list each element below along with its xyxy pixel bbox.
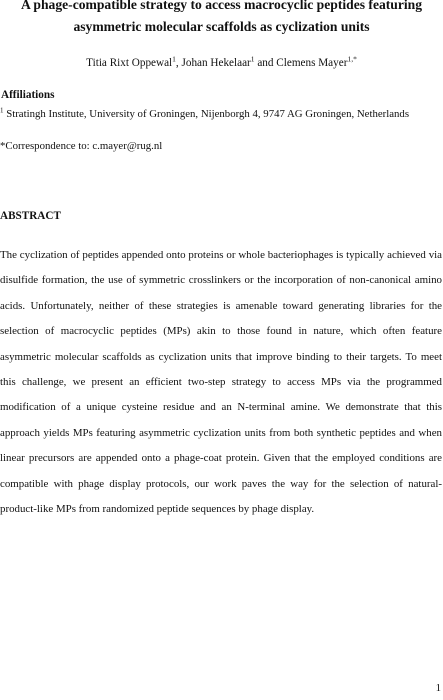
author-affiliation-marker: 1,* — [347, 54, 357, 64]
affiliation-marker: 1 — [0, 106, 4, 115]
author-affiliation-marker: 1 — [172, 54, 176, 64]
author-separator: , — [175, 57, 182, 69]
affiliation-text — [0, 107, 425, 121]
affiliation-address: Stratingh Institute, University of Groningen, Nijenborgh 4, 9747 AG Groningen, Netherlands — [3, 108, 410, 120]
paper-title: A phage-compatible strategy to access macrocyclic peptides featuring asymmetric molecular scaffolds as cyclization units — [20, 0, 423, 34]
author-name: Titia Rixt Oppewal — [86, 57, 173, 69]
abstract-body: The cyclization of peptides appended onto proteins or whole bacteriophages is typically achieved via disulfide formation, the use of symmetric crosslinkers or the incorporation of non-canonical amino acids. Unfortunately, neither of these strategies is amenable toward generating libraries for the selection of macrocyclic peptides (MPs) akin to those found in nature, which often feature asymmetric molecular scaffolds as cyclization units that improve binding to their targets. To meet this challenge, we present an efficient two-step strategy to access MPs via the programmed modification of a unique cysteine residue and an N-terminal amine. We demonstrate that this approach yields MPs featuring asymmetric cyclization units from both synthetic peptides and when linear precursors are appended onto a phage-coat protein. Given that the employed conditions are compatible with phage display protocols, our work paves the way for the selection of natural-product-like MPs from randomized peptide sequences by phage display. — [0, 249, 442, 516]
abstract-heading: ABSTRACT — [0, 210, 61, 222]
correspondence-line: *Correspondence to: c.mayer@rug.nl — [0, 140, 163, 152]
author-list — [0, 56, 443, 70]
author-name: Clemens Mayer — [276, 57, 348, 69]
author-affiliation-marker: 1 — [250, 54, 255, 64]
author-separator: and — [254, 57, 277, 69]
page-number: 1 — [435, 682, 441, 694]
author-name: Johan Hekelaar — [181, 57, 251, 69]
affiliations-heading: Affiliations — [1, 89, 55, 101]
